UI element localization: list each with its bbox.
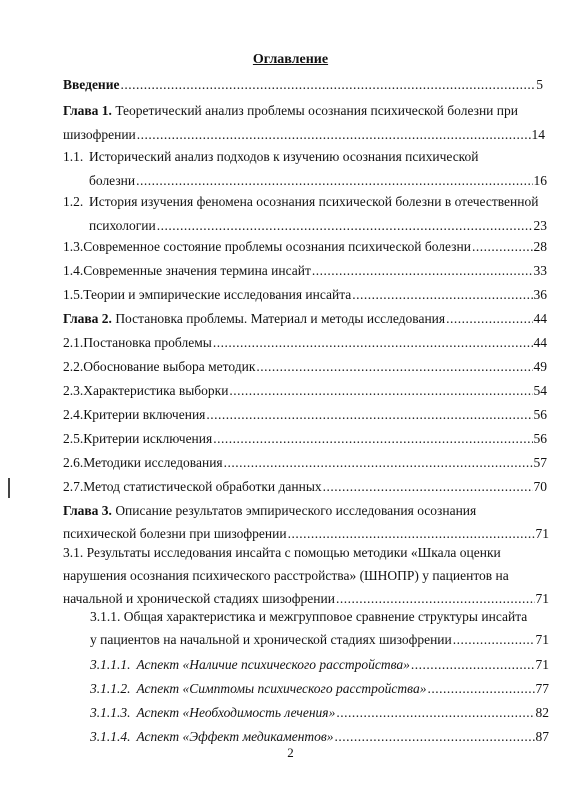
toc-page-number: 71 [535,632,549,647]
toc-entry-number: 2.4. [63,407,84,422]
toc-entry-chapter-1 [63,102,545,144]
toc-page-number: 71 [535,591,549,606]
toc-entry-2-5 [63,430,547,448]
leader-dots [336,590,535,608]
toc-entry-title: Теоретический анализ проблемы осознания психической болезни при [115,103,518,118]
toc-entry-number: 1.1. [63,149,84,164]
toc-entry-title-cont: начальной и хронической стадиях шизофрении [63,591,335,606]
toc-entry-number: 2.7. [63,479,84,494]
toc-page-number: 82 [535,705,549,720]
toc-page-number: 77 [535,681,549,696]
leader-dots [288,525,535,543]
leader-dots [120,76,535,94]
toc-entry-3-1-1-1 [90,656,549,674]
toc-entry-number: 1.2. [63,194,84,209]
toc-page-number: 23 [533,218,547,233]
toc-entry-title: Методики исследования [83,455,223,470]
toc-entry-number: 1.3. [63,239,84,254]
toc-entry-2-1 [63,334,547,352]
toc-entry-intro [63,76,543,94]
toc-entry-number: 2.5. [63,431,84,446]
toc-entry-title-cont: нарушения осознания психического расстройства» (ШНОПР) у пациентов на [63,568,509,583]
toc-entry-title: Аспект «Необходимость лечения» [136,705,336,720]
toc-entry-title: Общая характеристика и межгрупповое сравнение структуры инсайта [123,609,528,624]
leader-dots [224,454,533,472]
toc-entry-title: История изучения феномена осознания психической болезни в отечественной [89,194,539,209]
toc-page-number: 56 [533,407,547,422]
toc-entry-number: Глава 1. [63,103,112,118]
toc-entry-3-1-1-3 [90,704,549,722]
toc-page-number: 71 [535,657,549,672]
toc-entry-number: 3.1.1.2. [90,681,131,696]
toc-entry-title: Аспект «Эффект медикаментов» [136,729,334,744]
toc-entry-title-cont: психической болезни при шизофрении [63,526,287,541]
toc-page-number: 87 [535,729,549,744]
leader-dots [446,310,532,328]
toc-entry-chapter-3 [63,502,549,543]
toc-entry-title: Критерии включения [83,407,206,422]
toc-entry-title: Исторический анализ подходов к изучению осознания психической [89,149,479,164]
toc-page-number: 57 [533,455,547,470]
toc-entry-number: 2.3. [63,383,84,398]
leader-dots [312,262,533,280]
toc-entry-title: Постановка проблемы. Материал и методы исследования [115,311,446,326]
toc-page-number: 28 [533,239,547,254]
toc-entry-3-1-1 [90,608,549,649]
toc-entry-number: 2.6. [63,455,84,470]
toc-entry-title: Аспект «Наличие психического расстройства» [136,657,410,672]
toc-page-number: 70 [533,479,547,494]
leader-dots [136,172,532,190]
toc-entry-number: 3.1.1.1. [90,657,131,672]
leader-dots [411,656,535,674]
leader-dots [213,334,533,352]
toc-entry-1-5 [63,286,547,304]
leader-dots [427,680,534,698]
toc-entry-1-4 [63,262,547,280]
toc-page-number: 56 [533,431,547,446]
leader-dots [206,406,532,424]
toc-entry-title: Современное состояние проблемы осознания психической болезни [83,239,471,254]
toc-entry-3-1 [63,544,549,608]
leader-dots [256,358,532,376]
toc-entry-title-cont: у пациентов на начальной и хронической стадиях шизофрении [90,632,452,647]
toc-entry-number: 2.1. [63,335,84,350]
toc-entry-title-cont: шизофрении [63,127,136,142]
toc-entry-1-3 [63,238,547,256]
toc-entry-number: 3.1. [63,545,84,560]
leader-dots [229,382,532,400]
toc-entry-title: Метод статистической обработки данных [83,479,322,494]
leader-dots [323,478,533,496]
toc-entry-3-1-1-4 [90,728,549,746]
leader-dots [335,728,535,746]
toc-entry-1-1 [63,148,547,190]
toc-entry-1-2 [63,193,547,235]
toc-entry-title: Результаты исследования инсайта с помощью методики «Шкала оценки [86,545,501,560]
toc-entry-2-4 [63,406,547,424]
toc-page-number: 54 [533,383,547,398]
toc-entry-title: Аспект «Симптомы психического расстройства» [136,681,427,696]
page-title: Оглавление [252,52,329,67]
toc-page-number: 16 [533,173,547,188]
toc-entry-title: Характеристика выборки [83,383,229,398]
toc-page-number: 44 [533,335,547,350]
toc-entry-number: 2.2. [63,359,84,374]
toc-page-number: 33 [533,263,547,278]
toc-entry-2-7 [63,478,547,496]
toc-entry-number: 3.1.1.4. [90,729,131,744]
toc-page-number: 36 [533,287,547,302]
scan-artifact-mark [8,478,10,498]
toc-entry-number: 1.5. [63,287,84,302]
toc-entry-title: Обоснование выбора методик [83,359,256,374]
toc-entry-number: Глава 2. [63,311,112,326]
leader-dots [336,704,534,722]
toc-entry-2-6 [63,454,547,472]
toc-entry-title-cont: болезни [89,173,136,188]
toc-page-number: 49 [533,359,547,374]
toc-entry-title: Современные значения термина инсайт [83,263,311,278]
toc-page-number: 71 [535,526,549,541]
toc-entry-title-cont: психологии [89,218,156,233]
toc-entry-title: Введение [63,77,120,92]
toc-entry-title: Постановка проблемы [83,335,212,350]
toc-entry-number: Глава 3. [63,503,112,518]
page-number-footer: 2 [287,745,294,760]
toc-entry-title: Критерии исключения [83,431,213,446]
leader-dots [453,631,535,649]
toc-entry-2-3 [63,382,547,400]
leader-dots [157,217,533,235]
toc-entry-number: 3.1.1. [90,609,121,624]
toc-page-number: 14 [531,127,545,142]
leader-dots [213,430,532,448]
leader-dots [137,126,531,144]
leader-dots [472,238,533,256]
toc-entry-chapter-2 [63,310,547,328]
toc-page-number: 5 [536,77,543,92]
toc-entry-2-2 [63,358,547,376]
toc-entry-3-1-1-2 [90,680,549,698]
leader-dots [352,286,532,304]
toc-entry-number: 3.1.1.3. [90,705,131,720]
toc-page-number: 44 [533,311,547,326]
toc-entry-title: Описание результатов эмпирического исследования осознания [115,503,477,518]
toc-entry-number: 1.4. [63,263,84,278]
toc-entry-title: Теории и эмпирические исследования инсайта [83,287,352,302]
